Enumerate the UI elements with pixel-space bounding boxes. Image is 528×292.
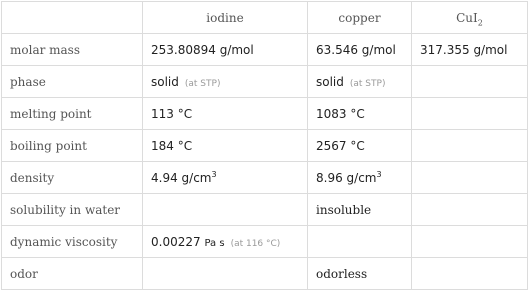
table-row	[2, 226, 528, 258]
cui2-value	[412, 226, 528, 258]
table-row	[2, 66, 528, 98]
header-corner	[2, 2, 143, 34]
copper-value: 8.96 $g/cm^3$	[308, 162, 412, 194]
row-label: solubility in water	[2, 194, 143, 226]
row-label: odor	[2, 258, 143, 290]
header-cui2: CuI$_2$	[412, 2, 528, 34]
row-label: molar mass	[2, 34, 143, 66]
copper-value: insoluble	[308, 194, 412, 226]
table-row	[2, 194, 528, 226]
condition-note: (at STP)	[349, 78, 386, 89]
iodine-value	[143, 258, 308, 290]
condition-note: (at 116 °C)	[230, 238, 281, 249]
copper-value: solid (at STP)	[308, 66, 412, 98]
copper-value: odorless	[308, 258, 412, 290]
cui2-value: 317.355 g/mol	[412, 34, 528, 66]
row-label: density	[2, 162, 143, 194]
iodine-value	[143, 194, 308, 226]
cui2-value	[412, 98, 528, 130]
properties-table	[1, 1, 528, 290]
row-label: phase	[2, 66, 143, 98]
iodine-value: 253.80894 g/mol	[143, 34, 308, 66]
copper-value: 63.546 g/mol	[308, 34, 412, 66]
copper-value: 1083 °C	[308, 98, 412, 130]
header-row	[2, 2, 528, 34]
condition-note: (at STP)	[184, 78, 221, 89]
cui2-value	[412, 194, 528, 226]
table-row	[2, 258, 528, 290]
table-row	[2, 162, 528, 194]
iodine-value: 113 °C	[143, 98, 308, 130]
copper-value: 2567 °C	[308, 130, 412, 162]
cui2-value	[412, 130, 528, 162]
iodine-value: 0.00227 Pa s (at 116 °C)	[143, 226, 308, 258]
header-copper: copper	[308, 2, 412, 34]
cui2-value	[412, 258, 528, 290]
iodine-value: solid (at STP)	[143, 66, 308, 98]
table-row	[2, 130, 528, 162]
table-row	[2, 98, 528, 130]
header-iodine: iodine	[143, 2, 308, 34]
cui2-value	[412, 162, 528, 194]
iodine-value: 4.94 $g/cm^3$	[143, 162, 308, 194]
row-label: dynamic viscosity	[2, 226, 143, 258]
row-label: boiling point	[2, 130, 143, 162]
row-label: melting point	[2, 98, 143, 130]
cui2-value	[412, 66, 528, 98]
copper-value	[308, 226, 412, 258]
table-row	[2, 34, 528, 66]
iodine-value: 184 °C	[143, 130, 308, 162]
